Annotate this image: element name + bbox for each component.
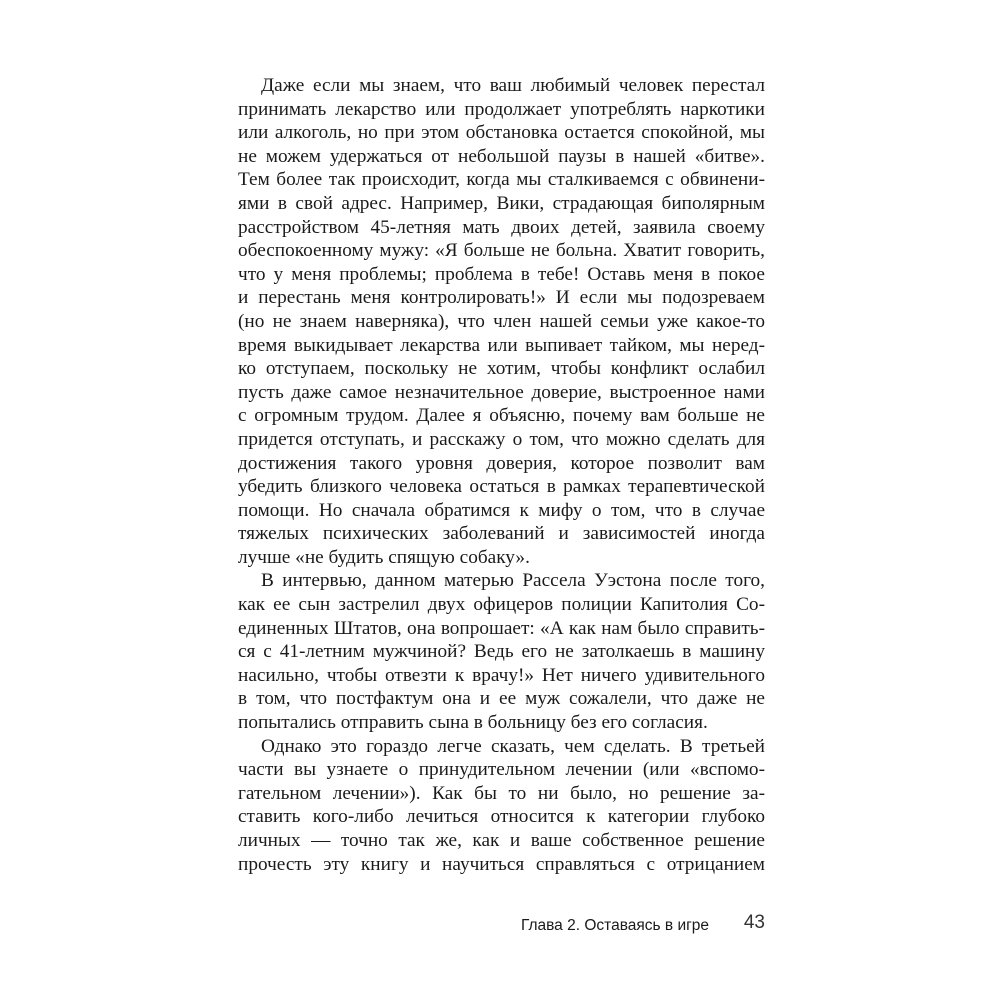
text-line: тяжелых психических заболеваний и зависимостей иногда: [238, 523, 765, 545]
running-head: Глава 2. Оставаясь в игре: [520, 917, 709, 934]
text-line: с огромным трудом. Далее я объясню, почему вам больше не: [238, 405, 765, 427]
text-line: помощи. Но сначала обратимся к мифу о том, что в случае: [238, 499, 765, 521]
text-line: или алкоголь, но при этом обстановка остается спокойной, мы: [238, 122, 765, 144]
body-text: [238, 74, 765, 876]
text-line: В интервью, данном матерью Рассела Уэстона после того,: [261, 570, 765, 592]
text-line: насильно, чтобы отвезти к врачу!» Нет ничего удивительного: [238, 664, 765, 686]
text-line: (но не знаем наверняка), что член нашей семьи уже какое-то: [238, 310, 765, 332]
text-line: ставить кого-либо лечиться относится к категории глубоко: [238, 806, 765, 828]
text-line: и перестань меня контролировать!» И если мы подозреваем: [238, 287, 765, 309]
text-line: попытались отправить сына в больницу без его согласия.: [238, 712, 708, 734]
text-line: принимать лекарство или продолжает употреблять наркотики: [238, 98, 765, 120]
text-line: части вы узнаете о принудительном лечении (или «вспомо-: [238, 759, 765, 781]
text-line: достижения такого уровня доверия, которое позволит вам: [238, 452, 765, 474]
text-line: обеспокоенному мужу: «Я больше не больна. Хватит говорить,: [238, 240, 765, 262]
text-line: гательном лечении»). Как бы то ни было, но решение за-: [238, 782, 765, 804]
text-line: в том, что постфактум она и ее муж сожалели, что даже не: [238, 688, 765, 710]
text-line: не можем удержаться от небольшой паузы в нашей «битве».: [238, 145, 765, 167]
text-line: ко отступаем, поскольку не хотим, чтобы конфликт ослабил: [238, 358, 765, 380]
page-footer: [238, 912, 765, 942]
paragraph-1: [238, 74, 765, 569]
page-number: 43: [743, 912, 765, 933]
text-line: прочесть эту книгу и научиться справляться с отрицанием: [238, 853, 765, 875]
text-line: пусть даже самое незначительное доверие, выстроенное нами: [238, 381, 765, 403]
text-line: время выкидывает лекарства или выпивает тайком, мы неред-: [238, 334, 765, 356]
text-line: расстройством 45-летняя мать двоих детей, заявила своему: [238, 216, 765, 238]
text-line: личных — точно так же, как и ваше собственное решение: [238, 830, 765, 851]
text-line: как ее сын застрелил двух офицеров полиции Капитолия Со-: [238, 594, 765, 616]
text-line: что у меня проблемы; проблема в тебе! Оставь меня в покое: [238, 263, 765, 285]
text-line: Тем более так происходит, когда мы сталкиваемся с обвинени-: [238, 169, 765, 191]
paragraph-3: [238, 735, 765, 877]
text-line: Даже если мы знаем, что ваш любимый человек перестал: [261, 75, 765, 96]
text-line: ями в свой адрес. Например, Вики, страдающая биполярным: [238, 192, 765, 214]
text-line: убедить близкого человека остаться в рамках терапевтической: [238, 476, 765, 498]
paragraph-2: [238, 569, 765, 734]
text-line: лучше «не будить спящую собаку».: [238, 546, 530, 568]
text-line: придется отступать, и расскажу о том, что можно сделать для: [238, 428, 765, 450]
text-line: Однако это гораздо легче сказать, чем сделать. В третьей: [261, 735, 765, 757]
text-line: единенных Штатов, она вопрошает: «А как нам было справить-: [238, 617, 765, 639]
text-line: ся с 41-летним мужчиной? Ведь его не затолкаешь в машину: [238, 641, 765, 663]
